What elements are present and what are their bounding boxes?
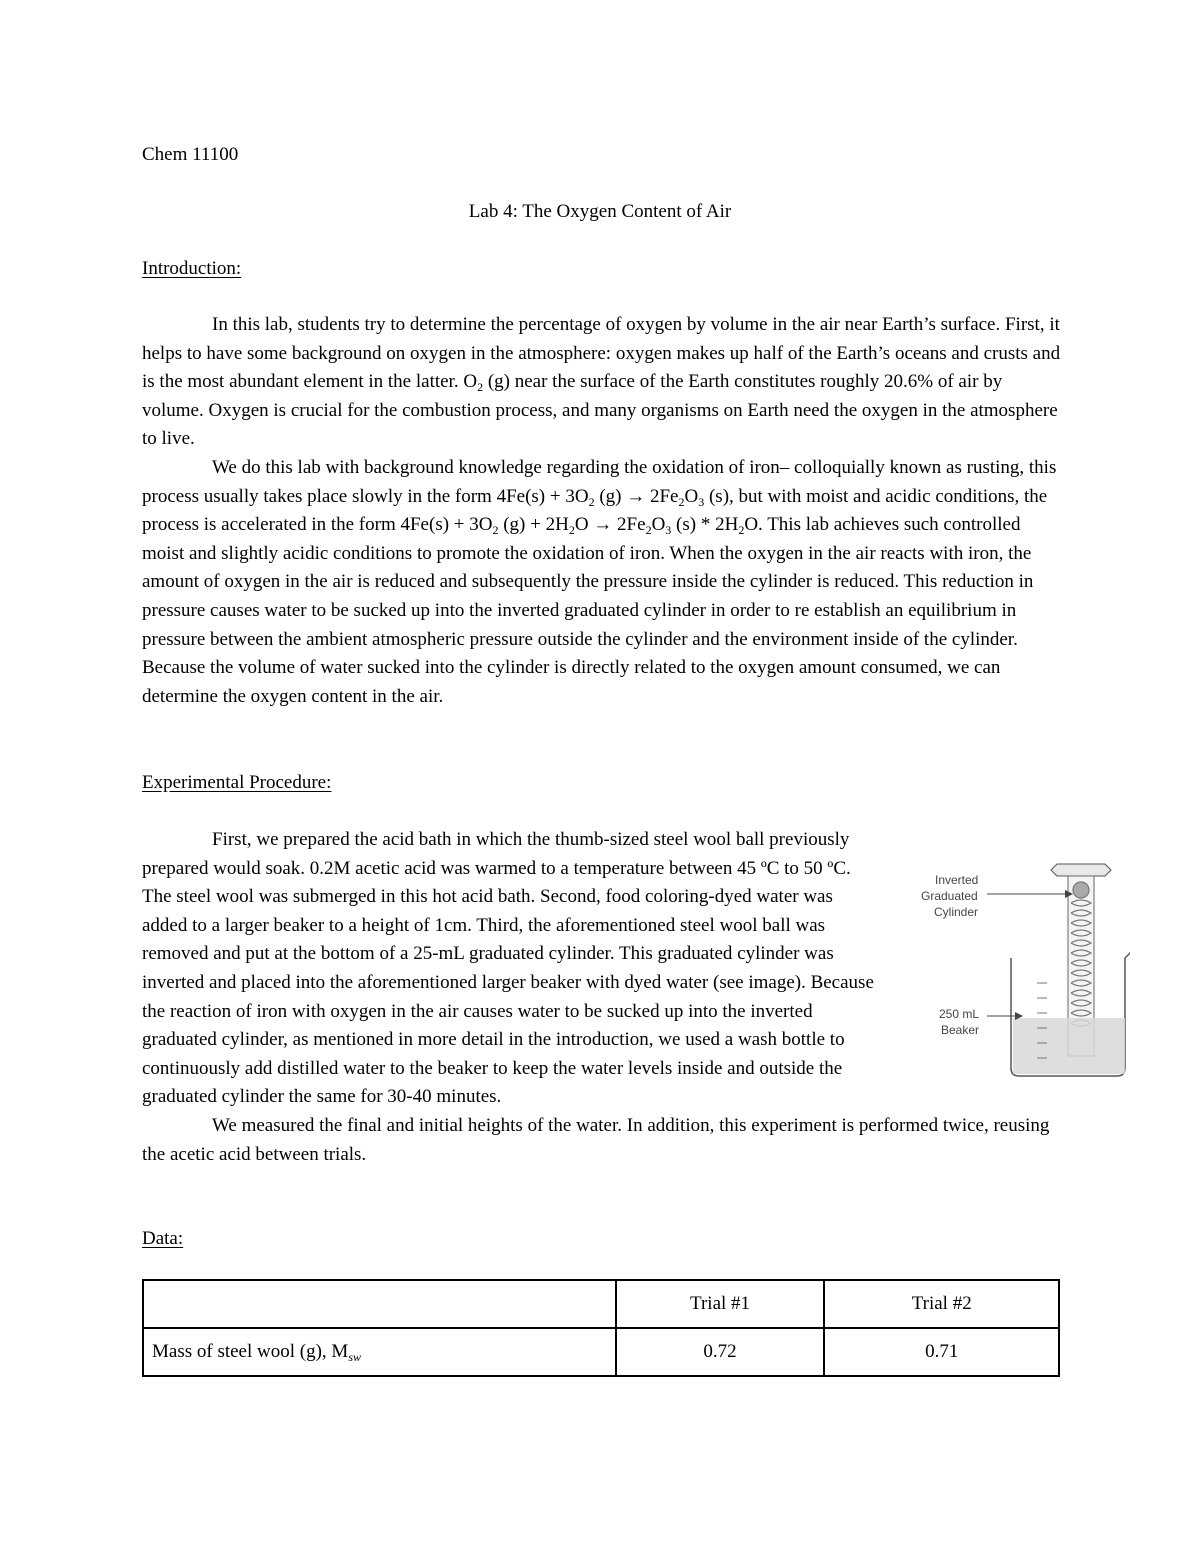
table-row-label: Mass of steel wool (g), $M_{sw}$ bbox=[143, 1328, 616, 1376]
table-cell-trial1: 0.72 bbox=[616, 1328, 825, 1376]
table-header-row bbox=[143, 1280, 1059, 1328]
apparatus-figure bbox=[915, 858, 1130, 1083]
table-cell-trial2: 0.71 bbox=[824, 1328, 1059, 1376]
cylinder-base-shape bbox=[1051, 864, 1111, 876]
data-heading: Data: bbox=[142, 1228, 184, 1249]
introduction-body bbox=[142, 311, 1067, 711]
procedure-paragraph-1: First, we prepared the acid bath in which the thumb-sized steel wool ball previously prepared would soak. 0.2M acetic acid was warmed to a temperature between 45 ºC to 50 ºC. The steel wool was submerged in this hot acid bath. Second, food coloring-dyed water was added to a larger beaker to a height of 1cm. Third, the aforementioned steel wool ball was removed and put at the bottom of a 25-mL graduated cylinder. This graduated cylinder was inverted and placed into the aforementioned larger beaker with dyed water (see image). Because the reaction of iron with oxygen in the air causes water to be sucked up into the inverted graduated cylinder, as mentioned in more detail in the introduction, we used a wash bottle to continuously add distilled water to the beaker to keep the water levels inside and outside the graduated cylinder the same for 30-40 minutes. bbox=[142, 829, 874, 1108]
label-cylinder: Cylinder bbox=[934, 905, 979, 919]
table-header-cell: Trial #1 bbox=[616, 1280, 825, 1328]
introduction-paragraph-2: We do this lab with background knowledge regarding the oxidation of iron– colloquially known as rusting, this process usually takes place slowly in the form $4Fe(s) + 3O_2$ $(g) \to 2Fe_2O_3$ (s), but with moist and acidic conditions, the process is accelerated in the form $4Fe(s) + 3O_2$ $(g) + 2H_2O \to 2Fe_2O_3$ $(s) * 2H_2O$. This lab achieves such controlled moist and slightly acidic conditions to promote the oxidation of iron. When the oxygen in the air reacts with iron, the amount of oxygen in the air is reduced and subsequently the pressure inside the cylinder is reduced. This reduction in pressure causes water to be sucked up into the inverted graduated cylinder in order to re establish an equilibrium in pressure between the ambient atmospheric pressure outside the cylinder and the environment inside of the cylinder. Because the volume of water sucked into the cylinder is directly related to the oxygen amount consumed, we can determine the oxygen content in the air. bbox=[142, 456, 1057, 707]
procedure-paragraph-2: We measured the final and initial heights of the water. In addition, this experiment is performed twice, reusing the acetic acid between trials. bbox=[142, 1114, 1050, 1165]
introduction-paragraph-1: In this lab, students try to determine the percentage of oxygen by volume in the air near Earth’s surface. First, it helps to have some background on oxygen in the atmosphere: oxygen makes up half of the Earth’s oceans and crusts and is the most abundant element in the latter. $O_2$ (g) near the surface of the Earth constitutes roughly 20.6% of air by volume. Oxygen is crucial for the combustion process, and many organisms on Earth need the oxygen in the atmosphere to live. bbox=[142, 314, 1061, 450]
course-name: Chem 11100 bbox=[142, 144, 239, 165]
introduction-heading: Introduction: bbox=[142, 258, 242, 279]
label-beaker: Beaker bbox=[941, 1023, 980, 1037]
beaker-water bbox=[1013, 1018, 1125, 1074]
data-table bbox=[142, 1279, 1060, 1377]
table-header-cell: Trial #2 bbox=[824, 1280, 1059, 1328]
table-header-cell bbox=[143, 1280, 616, 1328]
procedure-heading: Experimental Procedure: bbox=[142, 772, 332, 793]
table-row bbox=[143, 1328, 1059, 1376]
label-inverted: Inverted bbox=[935, 873, 979, 887]
label-250ml: 250 mL bbox=[939, 1007, 980, 1021]
page-title: Lab 4: The Oxygen Content of Air bbox=[468, 201, 732, 222]
label-graduated: Graduated bbox=[921, 889, 978, 903]
